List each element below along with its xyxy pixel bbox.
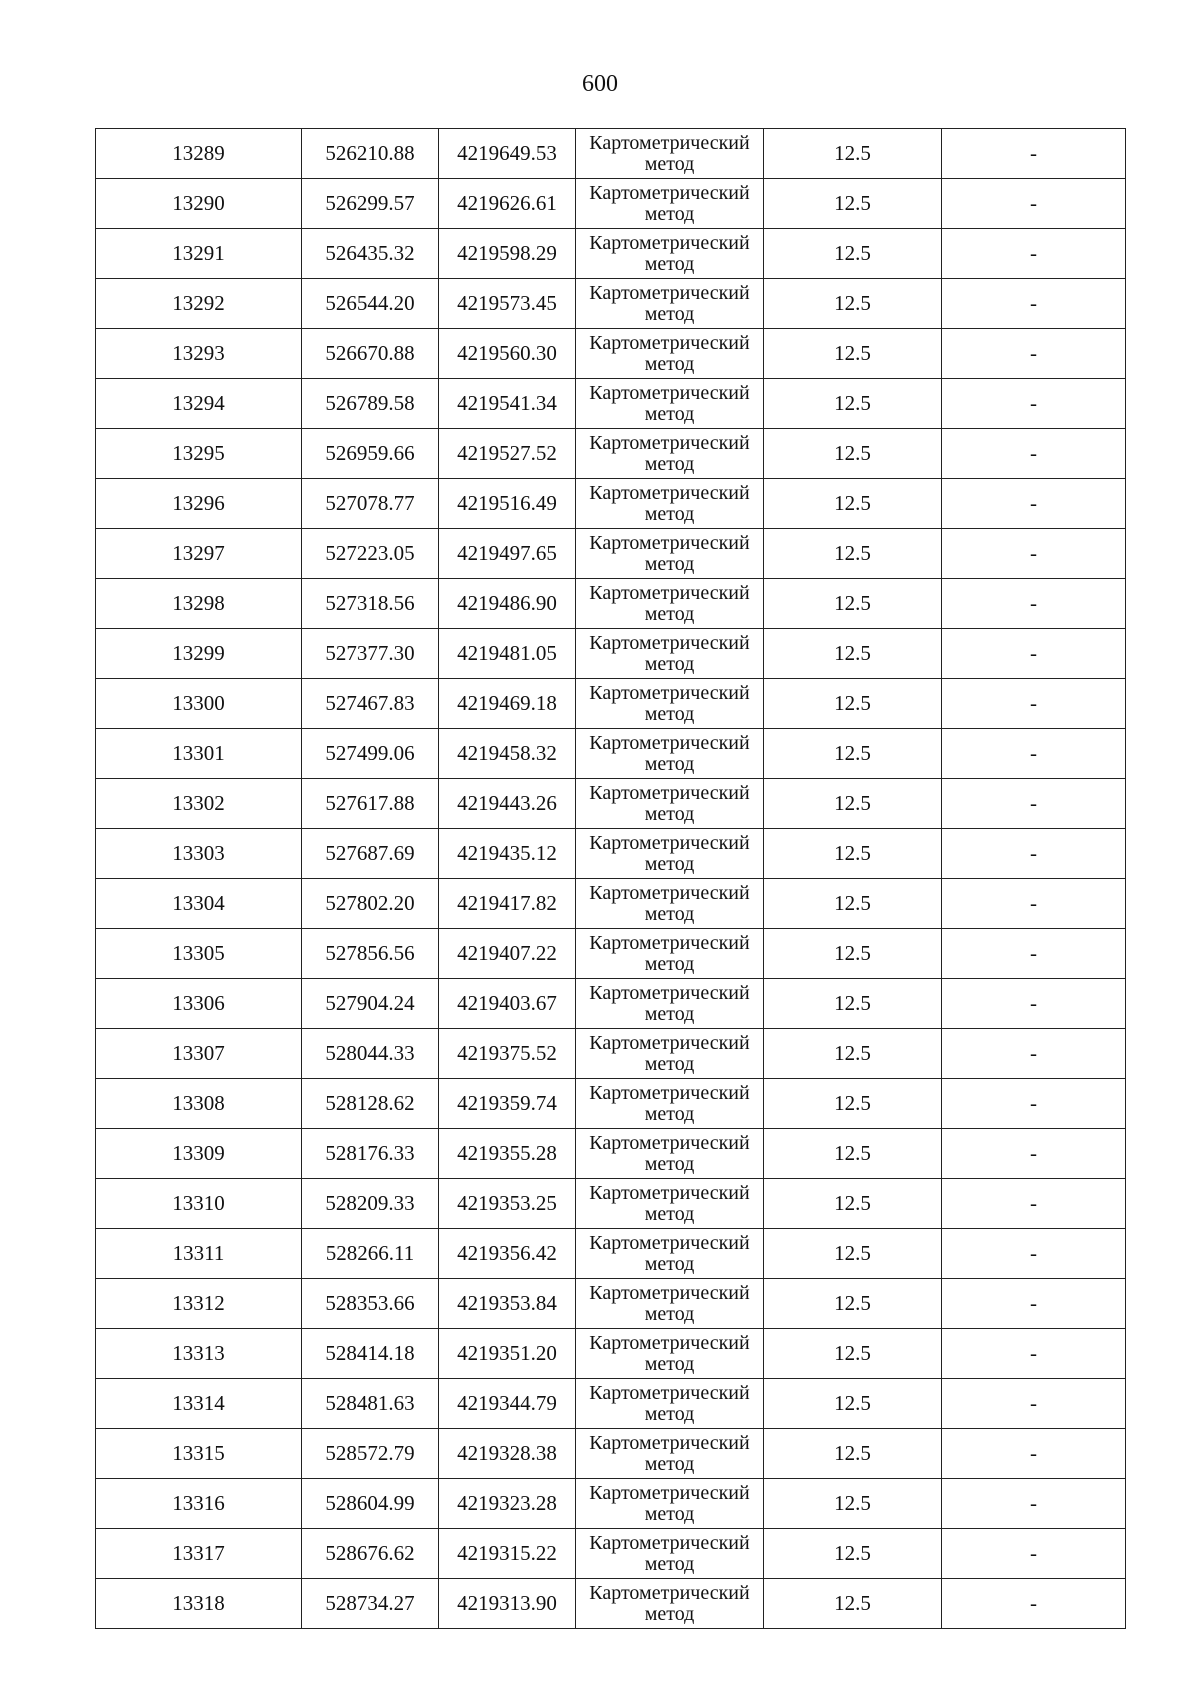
accuracy-cell: 12.5	[764, 279, 942, 329]
note-cell: -	[942, 1179, 1126, 1229]
x-coordinate-cell: 528676.62	[302, 1529, 439, 1579]
method-line-1: Картометрический	[589, 781, 750, 804]
x-coordinate-cell: 528353.66	[302, 1279, 439, 1329]
method-line-1: Картометрический	[589, 1231, 750, 1254]
method-line-2: метод	[644, 1152, 695, 1175]
method-cell	[576, 429, 764, 479]
point-number-cell: 13303	[96, 829, 302, 879]
note-cell: -	[942, 1479, 1126, 1529]
y-coordinate-cell: 4219573.45	[439, 279, 576, 329]
accuracy-cell: 12.5	[764, 529, 942, 579]
method-line-2: метод	[644, 452, 695, 475]
accuracy-cell: 12.5	[764, 1129, 942, 1179]
method-line-2: метод	[644, 402, 695, 425]
method-line-2: метод	[644, 1502, 695, 1525]
accuracy-cell: 12.5	[764, 1029, 942, 1079]
note-cell: -	[942, 979, 1126, 1029]
y-coordinate-cell: 4219626.61	[439, 179, 576, 229]
method-line-1: Картометрический	[589, 331, 750, 354]
point-number-cell: 13312	[96, 1279, 302, 1329]
method-line-1: Картометрический	[589, 881, 750, 904]
y-coordinate-cell: 4219403.67	[439, 979, 576, 1029]
y-coordinate-cell: 4219353.25	[439, 1179, 576, 1229]
accuracy-cell: 12.5	[764, 379, 942, 429]
table-row	[96, 1529, 1126, 1579]
method-line-2: метод	[644, 852, 695, 875]
y-coordinate-cell: 4219355.28	[439, 1129, 576, 1179]
x-coordinate-cell: 526210.88	[302, 129, 439, 179]
method-line-2: метод	[644, 652, 695, 675]
method-line-1: Картометрический	[589, 831, 750, 854]
point-number-cell: 13302	[96, 779, 302, 829]
y-coordinate-cell: 4219375.52	[439, 1029, 576, 1079]
point-number-cell: 13289	[96, 129, 302, 179]
x-coordinate-cell: 527617.88	[302, 779, 439, 829]
x-coordinate-cell: 526959.66	[302, 429, 439, 479]
method-line-1: Картометрический	[589, 381, 750, 404]
y-coordinate-cell: 4219541.34	[439, 379, 576, 429]
accuracy-cell: 12.5	[764, 1079, 942, 1129]
table-row	[96, 879, 1126, 929]
table-row	[96, 1279, 1126, 1329]
y-coordinate-cell: 4219516.49	[439, 479, 576, 529]
method-line-2: метод	[644, 502, 695, 525]
accuracy-cell: 12.5	[764, 429, 942, 479]
method-cell	[576, 1579, 764, 1629]
accuracy-cell: 12.5	[764, 929, 942, 979]
table-row	[96, 779, 1126, 829]
method-line-2: метод	[644, 252, 695, 275]
x-coordinate-cell: 528128.62	[302, 1079, 439, 1129]
x-coordinate-cell: 526299.57	[302, 179, 439, 229]
point-number-cell: 13318	[96, 1579, 302, 1629]
method-line-1: Картометрический	[589, 1031, 750, 1054]
method-line-2: метод	[644, 802, 695, 825]
table-row	[96, 929, 1126, 979]
point-number-cell: 13292	[96, 279, 302, 329]
point-number-cell: 13291	[96, 229, 302, 279]
accuracy-cell: 12.5	[764, 879, 942, 929]
accuracy-cell: 12.5	[764, 329, 942, 379]
method-line-1: Картометрический	[589, 581, 750, 604]
point-number-cell: 13300	[96, 679, 302, 729]
method-line-1: Картометрический	[589, 1381, 750, 1404]
method-cell	[576, 779, 764, 829]
point-number-cell: 13310	[96, 1179, 302, 1229]
note-cell: -	[942, 379, 1126, 429]
y-coordinate-cell: 4219356.42	[439, 1229, 576, 1279]
method-line-2: метод	[644, 752, 695, 775]
point-number-cell: 13313	[96, 1329, 302, 1379]
table-row	[96, 1379, 1126, 1429]
note-cell: -	[942, 279, 1126, 329]
method-line-1: Картометрический	[589, 631, 750, 654]
point-number-cell: 13304	[96, 879, 302, 929]
point-number-cell: 13290	[96, 179, 302, 229]
accuracy-cell: 12.5	[764, 1229, 942, 1279]
y-coordinate-cell: 4219469.18	[439, 679, 576, 729]
method-line-2: метод	[644, 202, 695, 225]
method-cell	[576, 729, 764, 779]
method-line-2: метод	[644, 352, 695, 375]
method-line-1: Картометрический	[589, 1181, 750, 1204]
accuracy-cell: 12.5	[764, 579, 942, 629]
note-cell: -	[942, 1579, 1126, 1629]
y-coordinate-cell: 4219486.90	[439, 579, 576, 629]
method-cell	[576, 1379, 764, 1429]
method-cell	[576, 329, 764, 379]
note-cell: -	[942, 129, 1126, 179]
note-cell: -	[942, 1029, 1126, 1079]
note-cell: -	[942, 579, 1126, 629]
method-line-2: метод	[644, 702, 695, 725]
note-cell: -	[942, 479, 1126, 529]
method-line-1: Картометрический	[589, 981, 750, 1004]
method-line-1: Картометрический	[589, 731, 750, 754]
table-row	[96, 279, 1126, 329]
note-cell: -	[942, 179, 1126, 229]
method-line-1: Картометрический	[589, 1581, 750, 1604]
table-row	[96, 429, 1126, 479]
y-coordinate-cell: 4219407.22	[439, 929, 576, 979]
method-line-1: Картометрический	[589, 481, 750, 504]
note-cell: -	[942, 229, 1126, 279]
x-coordinate-cell: 528604.99	[302, 1479, 439, 1529]
method-line-2: метод	[644, 1252, 695, 1275]
table-row	[96, 829, 1126, 879]
point-number-cell: 13309	[96, 1129, 302, 1179]
method-cell	[576, 1179, 764, 1229]
x-coordinate-cell: 528266.11	[302, 1229, 439, 1279]
method-cell	[576, 1129, 764, 1179]
x-coordinate-cell: 528176.33	[302, 1129, 439, 1179]
x-coordinate-cell: 526544.20	[302, 279, 439, 329]
table-row	[96, 479, 1126, 529]
x-coordinate-cell: 528044.33	[302, 1029, 439, 1079]
note-cell: -	[942, 729, 1126, 779]
table-row	[96, 1579, 1126, 1629]
x-coordinate-cell: 527318.56	[302, 579, 439, 629]
x-coordinate-cell: 528414.18	[302, 1329, 439, 1379]
method-cell	[576, 1529, 764, 1579]
y-coordinate-cell: 4219435.12	[439, 829, 576, 879]
method-cell	[576, 279, 764, 329]
note-cell: -	[942, 829, 1126, 879]
accuracy-cell: 12.5	[764, 1579, 942, 1629]
method-line-2: метод	[644, 1052, 695, 1075]
x-coordinate-cell: 526670.88	[302, 329, 439, 379]
accuracy-cell: 12.5	[764, 679, 942, 729]
method-cell	[576, 1079, 764, 1129]
x-coordinate-cell: 527802.20	[302, 879, 439, 929]
table-row	[96, 1479, 1126, 1529]
x-coordinate-cell: 528209.33	[302, 1179, 439, 1229]
y-coordinate-cell: 4219481.05	[439, 629, 576, 679]
method-cell	[576, 679, 764, 729]
method-cell	[576, 129, 764, 179]
method-line-1: Картометрический	[589, 1281, 750, 1304]
point-number-cell: 13305	[96, 929, 302, 979]
table-row	[96, 729, 1126, 779]
method-line-2: метод	[644, 1552, 695, 1575]
y-coordinate-cell: 4219417.82	[439, 879, 576, 929]
note-cell: -	[942, 429, 1126, 479]
coordinates-table	[95, 128, 1126, 1629]
method-line-1: Картометрический	[589, 181, 750, 204]
method-cell	[576, 379, 764, 429]
y-coordinate-cell: 4219315.22	[439, 1529, 576, 1579]
accuracy-cell: 12.5	[764, 1179, 942, 1229]
method-line-2: метод	[644, 552, 695, 575]
method-line-1: Картометрический	[589, 1331, 750, 1354]
point-number-cell: 13315	[96, 1429, 302, 1479]
note-cell: -	[942, 1229, 1126, 1279]
accuracy-cell: 12.5	[764, 1379, 942, 1429]
accuracy-cell: 12.5	[764, 1329, 942, 1379]
x-coordinate-cell: 527078.77	[302, 479, 439, 529]
method-line-1: Картометрический	[589, 681, 750, 704]
note-cell: -	[942, 779, 1126, 829]
note-cell: -	[942, 1279, 1126, 1329]
y-coordinate-cell: 4219344.79	[439, 1379, 576, 1429]
x-coordinate-cell: 526789.58	[302, 379, 439, 429]
method-cell	[576, 1229, 764, 1279]
table-row	[96, 529, 1126, 579]
table-row	[96, 179, 1126, 229]
x-coordinate-cell: 526435.32	[302, 229, 439, 279]
point-number-cell: 13294	[96, 379, 302, 429]
method-cell	[576, 179, 764, 229]
method-line-1: Картометрический	[589, 131, 750, 154]
table-row	[96, 1129, 1126, 1179]
table-row	[96, 1229, 1126, 1279]
note-cell: -	[942, 329, 1126, 379]
page-number: 600	[582, 71, 618, 97]
table-row	[96, 129, 1126, 179]
accuracy-cell: 12.5	[764, 1279, 942, 1329]
y-coordinate-cell: 4219323.28	[439, 1479, 576, 1529]
method-cell	[576, 1329, 764, 1379]
accuracy-cell: 12.5	[764, 229, 942, 279]
method-line-1: Картометрический	[589, 531, 750, 554]
table-row	[96, 229, 1126, 279]
method-cell	[576, 979, 764, 1029]
method-line-2: метод	[644, 902, 695, 925]
method-cell	[576, 579, 764, 629]
table-row	[96, 1029, 1126, 1079]
note-cell: -	[942, 679, 1126, 729]
point-number-cell: 13295	[96, 429, 302, 479]
method-cell	[576, 1479, 764, 1529]
accuracy-cell: 12.5	[764, 829, 942, 879]
point-number-cell: 13316	[96, 1479, 302, 1529]
method-cell	[576, 1029, 764, 1079]
accuracy-cell: 12.5	[764, 1529, 942, 1579]
point-number-cell: 13311	[96, 1229, 302, 1279]
table-row	[96, 679, 1126, 729]
method-line-1: Картометрический	[589, 281, 750, 304]
y-coordinate-cell: 4219527.52	[439, 429, 576, 479]
point-number-cell: 13308	[96, 1079, 302, 1129]
x-coordinate-cell: 527499.06	[302, 729, 439, 779]
x-coordinate-cell: 527377.30	[302, 629, 439, 679]
x-coordinate-cell: 527467.83	[302, 679, 439, 729]
accuracy-cell: 12.5	[764, 1479, 942, 1529]
note-cell: -	[942, 1529, 1126, 1579]
table-row	[96, 629, 1126, 679]
method-line-2: метод	[644, 152, 695, 175]
method-line-1: Картометрический	[589, 1531, 750, 1554]
point-number-cell: 13314	[96, 1379, 302, 1429]
x-coordinate-cell: 527856.56	[302, 929, 439, 979]
point-number-cell: 13297	[96, 529, 302, 579]
point-number-cell: 13299	[96, 629, 302, 679]
method-line-2: метод	[644, 952, 695, 975]
point-number-cell: 13293	[96, 329, 302, 379]
accuracy-cell: 12.5	[764, 1429, 942, 1479]
y-coordinate-cell: 4219359.74	[439, 1079, 576, 1129]
table-row	[96, 1079, 1126, 1129]
x-coordinate-cell: 528572.79	[302, 1429, 439, 1479]
method-line-1: Картометрический	[589, 1081, 750, 1104]
note-cell: -	[942, 929, 1126, 979]
table-row	[96, 1179, 1126, 1229]
accuracy-cell: 12.5	[764, 779, 942, 829]
point-number-cell: 13298	[96, 579, 302, 629]
note-cell: -	[942, 879, 1126, 929]
method-cell	[576, 229, 764, 279]
y-coordinate-cell: 4219353.84	[439, 1279, 576, 1329]
method-line-1: Картометрический	[589, 431, 750, 454]
method-cell	[576, 929, 764, 979]
method-line-2: метод	[644, 1402, 695, 1425]
table-row	[96, 1329, 1126, 1379]
accuracy-cell: 12.5	[764, 729, 942, 779]
method-line-2: метод	[644, 1352, 695, 1375]
note-cell: -	[942, 1129, 1126, 1179]
table-row	[96, 379, 1126, 429]
y-coordinate-cell: 4219443.26	[439, 779, 576, 829]
accuracy-cell: 12.5	[764, 479, 942, 529]
point-number-cell: 13317	[96, 1529, 302, 1579]
method-cell	[576, 829, 764, 879]
y-coordinate-cell: 4219458.32	[439, 729, 576, 779]
method-line-2: метод	[644, 1602, 695, 1625]
method-cell	[576, 529, 764, 579]
point-number-cell: 13301	[96, 729, 302, 779]
point-number-cell: 13296	[96, 479, 302, 529]
method-line-1: Картометрический	[589, 931, 750, 954]
accuracy-cell: 12.5	[764, 629, 942, 679]
method-cell	[576, 629, 764, 679]
x-coordinate-cell: 527687.69	[302, 829, 439, 879]
method-line-2: метод	[644, 602, 695, 625]
accuracy-cell: 12.5	[764, 979, 942, 1029]
table-row	[96, 1429, 1126, 1479]
method-line-2: метод	[644, 302, 695, 325]
method-cell	[576, 1429, 764, 1479]
method-line-2: метод	[644, 1452, 695, 1475]
method-line-2: метод	[644, 1102, 695, 1125]
note-cell: -	[942, 1079, 1126, 1129]
x-coordinate-cell: 527223.05	[302, 529, 439, 579]
table-row	[96, 579, 1126, 629]
y-coordinate-cell: 4219497.65	[439, 529, 576, 579]
y-coordinate-cell: 4219313.90	[439, 1579, 576, 1629]
y-coordinate-cell: 4219328.38	[439, 1429, 576, 1479]
method-line-1: Картометрический	[589, 1431, 750, 1454]
coordinates-table-body	[96, 129, 1126, 1629]
y-coordinate-cell: 4219598.29	[439, 229, 576, 279]
table-row	[96, 979, 1126, 1029]
x-coordinate-cell: 528734.27	[302, 1579, 439, 1629]
note-cell: -	[942, 629, 1126, 679]
method-cell	[576, 879, 764, 929]
method-line-1: Картометрический	[589, 1481, 750, 1504]
method-line-2: метод	[644, 1202, 695, 1225]
note-cell: -	[942, 529, 1126, 579]
point-number-cell: 13306	[96, 979, 302, 1029]
method-cell	[576, 1279, 764, 1329]
note-cell: -	[942, 1329, 1126, 1379]
y-coordinate-cell: 4219649.53	[439, 129, 576, 179]
method-line-2: метод	[644, 1302, 695, 1325]
table-row	[96, 329, 1126, 379]
x-coordinate-cell: 528481.63	[302, 1379, 439, 1429]
method-cell	[576, 479, 764, 529]
method-line-1: Картометрический	[589, 231, 750, 254]
y-coordinate-cell: 4219351.20	[439, 1329, 576, 1379]
x-coordinate-cell: 527904.24	[302, 979, 439, 1029]
method-line-2: метод	[644, 1002, 695, 1025]
accuracy-cell: 12.5	[764, 179, 942, 229]
note-cell: -	[942, 1379, 1126, 1429]
method-line-1: Картометрический	[589, 1131, 750, 1154]
accuracy-cell: 12.5	[764, 129, 942, 179]
y-coordinate-cell: 4219560.30	[439, 329, 576, 379]
point-number-cell: 13307	[96, 1029, 302, 1079]
note-cell: -	[942, 1429, 1126, 1479]
